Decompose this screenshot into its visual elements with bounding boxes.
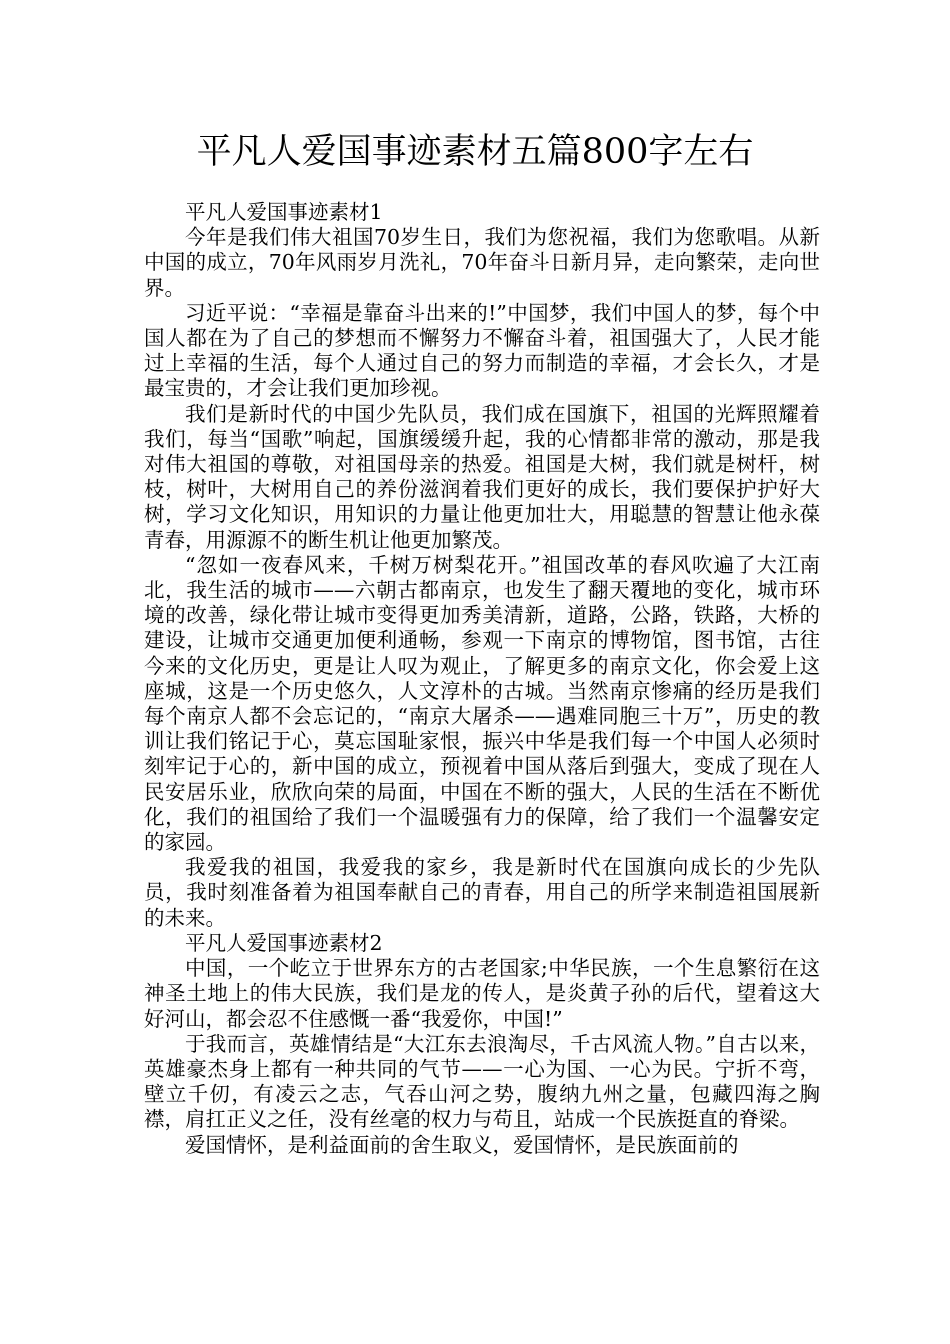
section-1 (144, 200, 820, 931)
section-heading: 平凡人爱国事迹素材2 (185, 930, 383, 955)
paragraph: 爱国情怀，是利益面前的舍生取义，爱国情怀，是民族面前的 (185, 1132, 739, 1157)
paragraph: “忽如一夜春风来，千树万树梨花开。”祖国改革的春风吹遍了大江南北，我生活的城市——六朝古都南京，也发生了翻天覆地的变化，城市环境的改善，绿化带让城市变得更加秀美清新，道路，公路，铁路，大桥的建设，让城市交通更加便利通畅，参观一下南京的博物馆，图书馆，古往今来的文化历史，更是让人叹为观止，了解更多的南京文化，你会爱上这座城，这是一个历史悠久，人文淳朴的古城。当然南京惨痛的经历是我们每个南京人都不会忘记的，“南京大屠杀——遇难同胞三十万”，历史的教训让我们铭记于心，莫忘国耻家恨，振兴中华是我们每一个中国人必须时刻牢记于心的，新中国的成立，预视着中国从落后到强大，变成了现在人民安居乐业，欣欣向荣的局面，中国在不断的强大，人民的生活在不断优化，我们的祖国给了我们一个温暖强有力的保障，给了我们一个温馨安定的家园。 (144, 552, 820, 855)
paragraph: 中国，一个屹立于世界东方的古老国家;中华民族，一个生息繁衍在这神圣土地上的伟大民族，我们是龙的传人，是炎黄子孙的后代，望着这大好河山，都会忍不住感慨一番“我爱你，中国!” (144, 956, 820, 1031)
paragraph: 我爱我的祖国，我爱我的家乡，我是新时代在国旗向成长的少先队员，我时刻准备着为祖国奉献自己的青春，用自己的所学来制造祖国展新的未来。 (144, 855, 820, 930)
document-body (144, 200, 820, 1158)
section-heading: 平凡人爱国事迹素材1 (185, 200, 383, 224)
section-2 (144, 931, 820, 1158)
paragraph: 今年是我们伟大祖国70岁生日，我们为您祝福，我们为您歌唱。从新中国的成立，70年风雨岁月洗礼，70年奋斗日新月异，走向繁荣，走向世界。 (144, 225, 820, 300)
paragraph: 于我而言，英雄情结是“大江东去浪淘尽，千古风流人物。”自古以来，英雄豪杰身上都有一种共同的气节——一心为国、一心为民。宁折不弯，壁立千仞，有凌云之志，气吞山河之势，腹纳九州之量，包藏四海之胸襟，肩扛正义之任，没有丝毫的权力与苟且，站成一个民族挺直的脊梁。 (144, 1031, 820, 1132)
document-title: 平凡人爱国事迹素材五篇800字左右 (196, 132, 754, 172)
paragraph: 我们是新时代的中国少先队员，我们成在国旗下，祖国的光辉照耀着我们，每当“国歌”响起，国旗缓缓升起，我的心情都非常的激动，那是我对伟大祖国的尊敬，对祖国母亲的热爱。祖国是大树，我们就是树杆，树枝，树叶，大树用自己的养份滋润着我们更好的成长，我们要保护护好大树，学习文化知识，用知识的力量让他更加壮大，用聪慧的智慧让他永葆青春，用源源不的断生机让他更加繁茂。 (144, 401, 820, 552)
paragraph: 习近平说：“幸福是靠奋斗出来的!”中国梦，我们中国人的梦，每个中国人都在为了自己的梦想而不懈努力不懈奋斗着，祖国强大了，人民才能过上幸福的生活，每个人通过自己的努力而制造的幸福，才会长久，才是最宝贵的，才会让我们更加珍视。 (144, 300, 820, 401)
